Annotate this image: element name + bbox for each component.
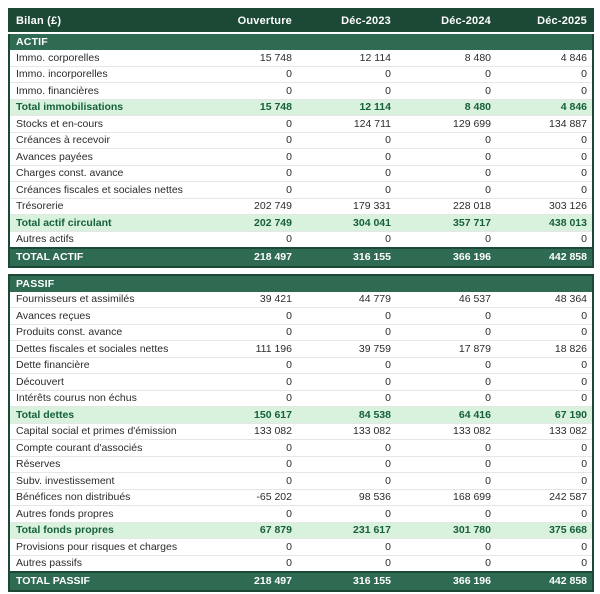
cell-value: 15 748 <box>199 99 297 116</box>
row-label: Provisions pour risques et charges <box>9 539 199 556</box>
cell-value: 0 <box>297 308 396 325</box>
cell-value: 0 <box>396 182 496 199</box>
row-label: Trésorerie <box>9 198 199 215</box>
cell-value: 0 <box>297 539 396 556</box>
cell-value: 0 <box>496 374 593 391</box>
cell-value: 0 <box>396 390 496 407</box>
cell-value: 134 887 <box>496 116 593 133</box>
cell-value: 0 <box>297 66 396 83</box>
cell-value: 0 <box>396 539 496 556</box>
cell-value: 18 826 <box>496 341 593 358</box>
table-row <box>9 489 593 506</box>
cell-value: 316 155 <box>297 248 396 267</box>
row-label: Avances payées <box>9 149 199 166</box>
table-row <box>9 182 593 199</box>
cell-value: 64 416 <box>396 407 496 424</box>
cell-value: 0 <box>396 149 496 166</box>
table-row <box>9 440 593 457</box>
cell-value: 0 <box>396 324 496 341</box>
cell-value: 0 <box>199 390 297 407</box>
cell-value: 0 <box>199 308 297 325</box>
cell-value: 0 <box>396 357 496 374</box>
cell-value: 8 480 <box>396 99 496 116</box>
cell-value: 0 <box>496 66 593 83</box>
cell-value: 179 331 <box>297 198 396 215</box>
cell-value: 84 538 <box>297 407 396 424</box>
cell-value: 0 <box>496 440 593 457</box>
cell-value: 0 <box>199 440 297 457</box>
row-label: Charges const. avance <box>9 165 199 182</box>
table-row <box>9 198 593 215</box>
table-row <box>9 473 593 490</box>
cell-value: 0 <box>199 149 297 166</box>
cell-value: 303 126 <box>496 198 593 215</box>
row-label: Avances reçues <box>9 308 199 325</box>
cell-value: 0 <box>496 456 593 473</box>
cell-value: 0 <box>396 66 496 83</box>
row-label: Réserves <box>9 456 199 473</box>
section-title: ACTIF <box>9 33 593 50</box>
cell-value: 0 <box>396 308 496 325</box>
row-label: Dette financière <box>9 357 199 374</box>
cell-value: 0 <box>396 374 496 391</box>
row-label: Immo. corporelles <box>9 50 199 66</box>
cell-value: 0 <box>496 390 593 407</box>
passif-section-body <box>9 275 593 591</box>
cell-value: 0 <box>396 165 496 182</box>
cell-value: 129 699 <box>396 116 496 133</box>
cell-value: 48 364 <box>496 292 593 308</box>
cell-value: 0 <box>199 357 297 374</box>
cell-value: 124 711 <box>297 116 396 133</box>
row-label: Autres passifs <box>9 555 199 572</box>
cell-value: 0 <box>496 506 593 523</box>
row-label: Immo. financières <box>9 83 199 100</box>
table-row <box>9 165 593 182</box>
cell-value: 0 <box>396 473 496 490</box>
row-label: Créances à recevoir <box>9 132 199 149</box>
cell-value: 202 749 <box>199 198 297 215</box>
row-label: Découvert <box>9 374 199 391</box>
cell-value: 0 <box>199 324 297 341</box>
table-row <box>9 539 593 556</box>
row-label: Stocks et en-cours <box>9 116 199 133</box>
cell-value: 0 <box>496 132 593 149</box>
row-label: Intérêts courus non échus <box>9 390 199 407</box>
row-label: TOTAL ACTIF <box>9 248 199 267</box>
cell-value: 39 759 <box>297 341 396 358</box>
cell-value: 0 <box>396 132 496 149</box>
cell-value: 301 780 <box>396 522 496 539</box>
cell-value: 0 <box>297 506 396 523</box>
cell-value: 0 <box>199 182 297 199</box>
table-row <box>9 357 593 374</box>
row-label: Produits const. avance <box>9 324 199 341</box>
cell-value: 0 <box>199 473 297 490</box>
cell-value: 438 013 <box>496 215 593 232</box>
row-label: Total fonds propres <box>9 522 199 539</box>
grand-total-row <box>9 248 593 267</box>
cell-value: 0 <box>199 506 297 523</box>
cell-value: 150 617 <box>199 407 297 424</box>
cell-value: 0 <box>297 390 396 407</box>
cell-value: 0 <box>297 231 396 248</box>
cell-value: 98 536 <box>297 489 396 506</box>
table-row <box>9 149 593 166</box>
row-label: Créances fiscales et sociales nettes <box>9 182 199 199</box>
cell-value: 0 <box>297 473 396 490</box>
table-row <box>9 390 593 407</box>
cell-value: 0 <box>297 357 396 374</box>
table-row <box>9 423 593 440</box>
cell-value: 0 <box>297 83 396 100</box>
cell-value: 133 082 <box>496 423 593 440</box>
subtotal-row <box>9 99 593 116</box>
row-label: Total dettes <box>9 407 199 424</box>
cell-value: 67 879 <box>199 522 297 539</box>
row-label: Fournisseurs et assimilés <box>9 292 199 308</box>
cell-value: 357 717 <box>396 215 496 232</box>
row-label: Total immobilisations <box>9 99 199 116</box>
row-label: Capital social et primes d'émission <box>9 423 199 440</box>
passif-table <box>8 274 594 592</box>
cell-value: 0 <box>496 539 593 556</box>
cell-value: 0 <box>496 182 593 199</box>
cell-value: 0 <box>496 231 593 248</box>
cell-value: 0 <box>199 116 297 133</box>
cell-value: 202 749 <box>199 215 297 232</box>
cell-value: 304 041 <box>297 215 396 232</box>
row-label: Autres actifs <box>9 231 199 248</box>
column-header-dec-2025: Déc-2025 <box>496 9 593 33</box>
cell-value: 15 748 <box>199 50 297 66</box>
cell-value: 0 <box>496 473 593 490</box>
cell-value: 0 <box>496 83 593 100</box>
cell-value: 228 018 <box>396 198 496 215</box>
cell-value: 0 <box>396 506 496 523</box>
cell-value: 218 497 <box>199 572 297 591</box>
table-row <box>9 132 593 149</box>
table-row <box>9 324 593 341</box>
subtotal-row <box>9 215 593 232</box>
cell-value: 366 196 <box>396 248 496 267</box>
subtotal-row <box>9 522 593 539</box>
table-title: Bilan (£) <box>9 9 199 33</box>
cell-value: 375 668 <box>496 522 593 539</box>
section-title: PASSIF <box>9 275 593 292</box>
cell-value: 111 196 <box>199 341 297 358</box>
actif-section-body <box>9 33 593 267</box>
row-label: TOTAL PASSIF <box>9 572 199 591</box>
cell-value: 316 155 <box>297 572 396 591</box>
cell-value: 67 190 <box>496 407 593 424</box>
cell-value: 0 <box>496 149 593 166</box>
row-label: Dettes fiscales et sociales nettes <box>9 341 199 358</box>
cell-value: 133 082 <box>396 423 496 440</box>
section-bar-actif <box>9 33 593 50</box>
cell-value: 0 <box>199 165 297 182</box>
cell-value: 242 587 <box>496 489 593 506</box>
cell-value: 46 537 <box>396 292 496 308</box>
table-row <box>9 50 593 66</box>
cell-value: 0 <box>199 539 297 556</box>
table-row <box>9 66 593 83</box>
table-row <box>9 456 593 473</box>
cell-value: 133 082 <box>297 423 396 440</box>
cell-value: 0 <box>496 357 593 374</box>
cell-value: 366 196 <box>396 572 496 591</box>
cell-value: 0 <box>496 324 593 341</box>
cell-value: 0 <box>396 83 496 100</box>
cell-value: 12 114 <box>297 99 396 116</box>
column-header-dec-2024: Déc-2024 <box>396 9 496 33</box>
cell-value: 0 <box>199 66 297 83</box>
cell-value: 168 699 <box>396 489 496 506</box>
row-label: Subv. investissement <box>9 473 199 490</box>
grand-total-row <box>9 572 593 591</box>
table-row <box>9 83 593 100</box>
cell-value: 0 <box>199 374 297 391</box>
cell-value: 17 879 <box>396 341 496 358</box>
cell-value: 0 <box>297 182 396 199</box>
table-row <box>9 116 593 133</box>
cell-value: 4 846 <box>496 99 593 116</box>
table-row <box>9 231 593 248</box>
row-label: Bénéfices non distribués <box>9 489 199 506</box>
cell-value: 0 <box>396 555 496 572</box>
cell-value: 0 <box>297 132 396 149</box>
cell-value: 12 114 <box>297 50 396 66</box>
cell-value: 0 <box>297 165 396 182</box>
cell-value: 218 497 <box>199 248 297 267</box>
cell-value: 4 846 <box>496 50 593 66</box>
cell-value: -65 202 <box>199 489 297 506</box>
cell-value: 8 480 <box>396 50 496 66</box>
column-header-dec-2023: Déc-2023 <box>297 9 396 33</box>
cell-value: 0 <box>297 149 396 166</box>
cell-value: 0 <box>496 308 593 325</box>
header-row <box>9 9 593 33</box>
section-bar-passif <box>9 275 593 292</box>
table-row <box>9 374 593 391</box>
cell-value: 442 858 <box>496 572 593 591</box>
table-row <box>9 308 593 325</box>
actif-table <box>8 8 594 268</box>
cell-value: 44 779 <box>297 292 396 308</box>
cell-value: 39 421 <box>199 292 297 308</box>
cell-value: 133 082 <box>199 423 297 440</box>
table-row <box>9 292 593 308</box>
column-header-ouverture: Ouverture <box>199 9 297 33</box>
cell-value: 0 <box>496 555 593 572</box>
subtotal-row <box>9 407 593 424</box>
cell-value: 0 <box>199 83 297 100</box>
cell-value: 0 <box>297 555 396 572</box>
cell-value: 0 <box>199 132 297 149</box>
cell-value: 0 <box>199 231 297 248</box>
cell-value: 0 <box>297 456 396 473</box>
cell-value: 0 <box>396 440 496 457</box>
cell-value: 0 <box>396 456 496 473</box>
cell-value: 0 <box>297 324 396 341</box>
table-row <box>9 506 593 523</box>
cell-value: 0 <box>199 456 297 473</box>
table-header <box>9 9 593 33</box>
cell-value: 442 858 <box>496 248 593 267</box>
row-label: Compte courant d'associés <box>9 440 199 457</box>
row-label: Autres fonds propres <box>9 506 199 523</box>
cell-value: 0 <box>496 165 593 182</box>
row-label: Total actif circulant <box>9 215 199 232</box>
row-label: Immo. incorporelles <box>9 66 199 83</box>
table-row <box>9 555 593 572</box>
cell-value: 0 <box>297 440 396 457</box>
cell-value: 231 617 <box>297 522 396 539</box>
cell-value: 0 <box>199 555 297 572</box>
cell-value: 0 <box>297 374 396 391</box>
table-row <box>9 341 593 358</box>
cell-value: 0 <box>396 231 496 248</box>
